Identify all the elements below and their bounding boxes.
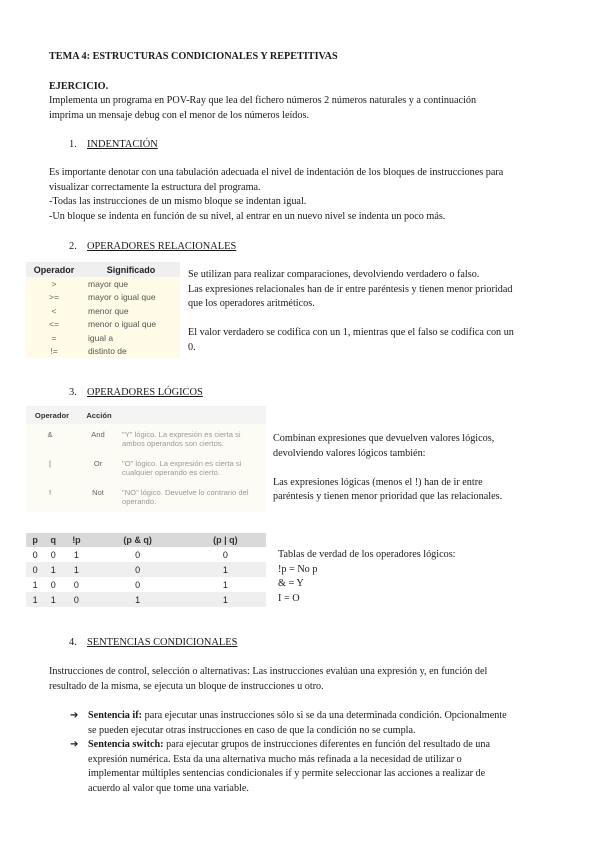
section-title: OPERADORES RELACIONALES (87, 241, 237, 252)
paragraph-line: -Todas las instrucciones de un mismo bloque se indentan igual. (49, 196, 307, 207)
exercise-text (49, 94, 476, 123)
section-heading-operadores-logicos (69, 386, 203, 400)
table-cell: 1 (26, 577, 44, 592)
document-title: TEMA 4: ESTRUCTURAS CONDICIONALES Y REPETITIVAS (49, 51, 338, 62)
bullet-line: expresión numérica. Esta da una alternativa mucho más refinada a la necesidad de utilizar o (88, 753, 462, 765)
note-line: !p = No p (278, 563, 318, 575)
paragraph-line: devolviendo valores lógicos también: (273, 447, 426, 459)
relational-operators-table (26, 262, 180, 358)
table-cell: 0 (185, 547, 266, 562)
section-title: OPERADORES LÓGICOS (87, 387, 203, 398)
header-cell: Operador (34, 410, 70, 420)
note-line: & = Y (278, 578, 304, 589)
exercise-label: EJERCICIO. (49, 81, 109, 92)
paragraph-line: Instrucciones de control, selección o alternativas: Las instrucciones evalúan una expresión y, en función del (49, 666, 488, 677)
table-cell: 1 (185, 592, 266, 607)
bullet-sentencia-switch (70, 738, 491, 796)
table-row (26, 277, 180, 291)
exercise-line: imprima un mensaje debug con el menor de los números leídos. (49, 109, 310, 121)
table-row (26, 331, 180, 345)
table-cell: 0 (62, 592, 90, 607)
table-cell: 1 (44, 592, 62, 607)
bullet-line: se pueden ejecutar otras instrucciones en caso de que la condición no se cumpla. (88, 724, 416, 736)
description-cell: "O" lógico. La expresión es cierta si cualquier operando es cierto. (122, 459, 242, 477)
section-body-sentencias-condicionales (49, 665, 487, 694)
table-header (26, 406, 266, 424)
truth-table-notes (278, 548, 456, 606)
description-cell: "NO" lógico. Devuelve lo contrario del operando. (122, 488, 249, 506)
table-header (26, 262, 180, 277)
action-cell: Or (93, 459, 103, 468)
note-line: I = O (278, 592, 300, 604)
table-row (26, 424, 266, 453)
operator-cell: < (51, 305, 57, 316)
arrow-bullet-icon: ➔ (70, 710, 79, 721)
table-row (26, 453, 266, 482)
table-cell: 0 (91, 577, 185, 592)
table-cell: 1 (62, 562, 90, 577)
paragraph-line: que los operadores aritméticos. (188, 298, 315, 309)
description-cell: "Y" lógico. La expresión es cierta si ambos operandos son ciertos. (122, 430, 241, 448)
truth-table (26, 533, 266, 607)
operator-cell: | (49, 459, 51, 468)
header-cell: !p (62, 533, 90, 547)
table-row (26, 291, 180, 305)
paragraph-line: 0. (188, 341, 196, 353)
header-cell: Operador (33, 264, 75, 275)
paragraph-line: Se utilizan para realizar comparaciones, devolviendo verdadero o falso. (188, 269, 480, 280)
meaning-cell: distinto de (88, 346, 127, 357)
paragraph-line (188, 312, 514, 327)
header-cell: Acción (86, 410, 112, 420)
header-cell: q (44, 533, 62, 547)
section-number: 4. (69, 637, 77, 648)
bullet-line: para ejecutar grupos de instrucciones diferentes en función del resultado de una (166, 739, 491, 750)
table-row (26, 592, 266, 607)
paragraph-line (273, 461, 502, 476)
logical-operators-table (26, 406, 266, 512)
bullet-sentencia-if (70, 709, 507, 738)
header-cell: p (26, 533, 44, 547)
bullet-line: implementar múltiples sentencias condicionales if y permite seleccionar las acciones a realizar de (88, 768, 486, 779)
section-number: 3. (69, 387, 77, 398)
section-number: 1. (69, 139, 77, 150)
header-cell: Significado (106, 264, 156, 275)
section-heading-indentacion (69, 138, 158, 152)
bullet-line: para ejecutar unas instrucciones sólo si se da una determinada condición. Opcionalmente (144, 710, 507, 721)
table-row (26, 562, 266, 577)
section-title: INDENTACIÓN (87, 139, 158, 150)
table-row (26, 577, 266, 592)
paragraph-line: El valor verdadero se codifica con un 1, mientras que el falso se codifica con un (188, 327, 514, 338)
operator-cell: = (51, 332, 57, 343)
meaning-cell: menor que (88, 305, 129, 316)
paragraph-line: Las expresiones lógicas (menos el !) han de ir entre (273, 476, 483, 488)
table-cell: 0 (44, 547, 62, 562)
table-cell: 1 (185, 577, 266, 592)
section-body-operadores-logicos (273, 432, 502, 505)
header-cell: (p | q) (185, 533, 266, 547)
table-cell: 0 (44, 577, 62, 592)
table-cell: 0 (62, 577, 90, 592)
arrow-bullet-icon: ➔ (70, 739, 79, 750)
bullet-term: Sentencia if: (88, 710, 143, 721)
paragraph-line: Combinan expresiones que devuelven valores lógicos, (273, 433, 495, 444)
table-cell: 1 (185, 562, 266, 577)
section-number: 2. (69, 241, 77, 252)
action-cell: And (91, 430, 105, 439)
meaning-cell: mayor que (88, 278, 129, 289)
table-cell: 1 (44, 562, 62, 577)
table-cell: 1 (62, 547, 90, 562)
paragraph-line: -Un bloque se indenta en función de su nivel, al entrar en un nuevo nivel se indenta un poco más. (49, 210, 446, 222)
table-row (26, 482, 266, 511)
operator-cell: & (47, 430, 53, 439)
paragraph-line: resultado de la misma, se ejecuta un bloque de instrucciones u otro. (49, 680, 324, 692)
paragraph-line: Es importante denotar con una tabulación adecuada el nivel de indentación de los bloques de instrucciones para (49, 167, 504, 178)
exercise-line: Implementa un programa en POV-Ray que lea del fichero números 2 números naturales y a continuación (49, 95, 477, 106)
table-cell: 0 (91, 547, 185, 562)
table-header-row (26, 533, 266, 547)
note-line: Tablas de verdad de los operadores lógicos: (278, 549, 456, 560)
section-title: SENTENCIAS CONDICIONALES (87, 637, 238, 648)
table-row (26, 547, 266, 562)
header-cell: (p & q) (91, 533, 185, 547)
operator-cell: >= (49, 292, 59, 303)
operator-cell: != (50, 346, 58, 357)
bullet-line: acuerdo al valor que tome una variable. (88, 782, 249, 794)
meaning-cell: mayor o igual que (88, 292, 156, 303)
meaning-cell: igual a (88, 332, 114, 343)
table-cell: 0 (26, 547, 44, 562)
table-row (26, 345, 180, 359)
operator-cell: ! (48, 488, 52, 497)
paragraph-line: Las expresiones relacionales han de ir entre paréntesis y tienen menor prioridad (188, 283, 513, 295)
table-row (26, 318, 180, 332)
paragraph-line: visualizar correctamente la estructura del programa. (49, 181, 261, 193)
table-cell: 0 (26, 562, 44, 577)
table-row (26, 304, 180, 318)
section-body-indentacion (49, 166, 503, 224)
action-cell: Not (92, 488, 104, 497)
table-cell: 0 (91, 562, 185, 577)
operator-cell: > (51, 278, 57, 289)
table-cell: 1 (26, 592, 44, 607)
section-heading-sentencias-condicionales (69, 636, 237, 650)
section-body-operadores-relacionales (188, 268, 514, 355)
bullet-term: Sentencia switch: (88, 739, 164, 750)
operator-cell: <= (49, 319, 59, 330)
section-heading-operadores-relacionales (69, 240, 236, 254)
table-cell: 1 (91, 592, 185, 607)
meaning-cell: menor o igual que (88, 319, 157, 330)
paragraph-line: paréntesis y tienen menor prioridad que las relacionales. (273, 491, 503, 502)
